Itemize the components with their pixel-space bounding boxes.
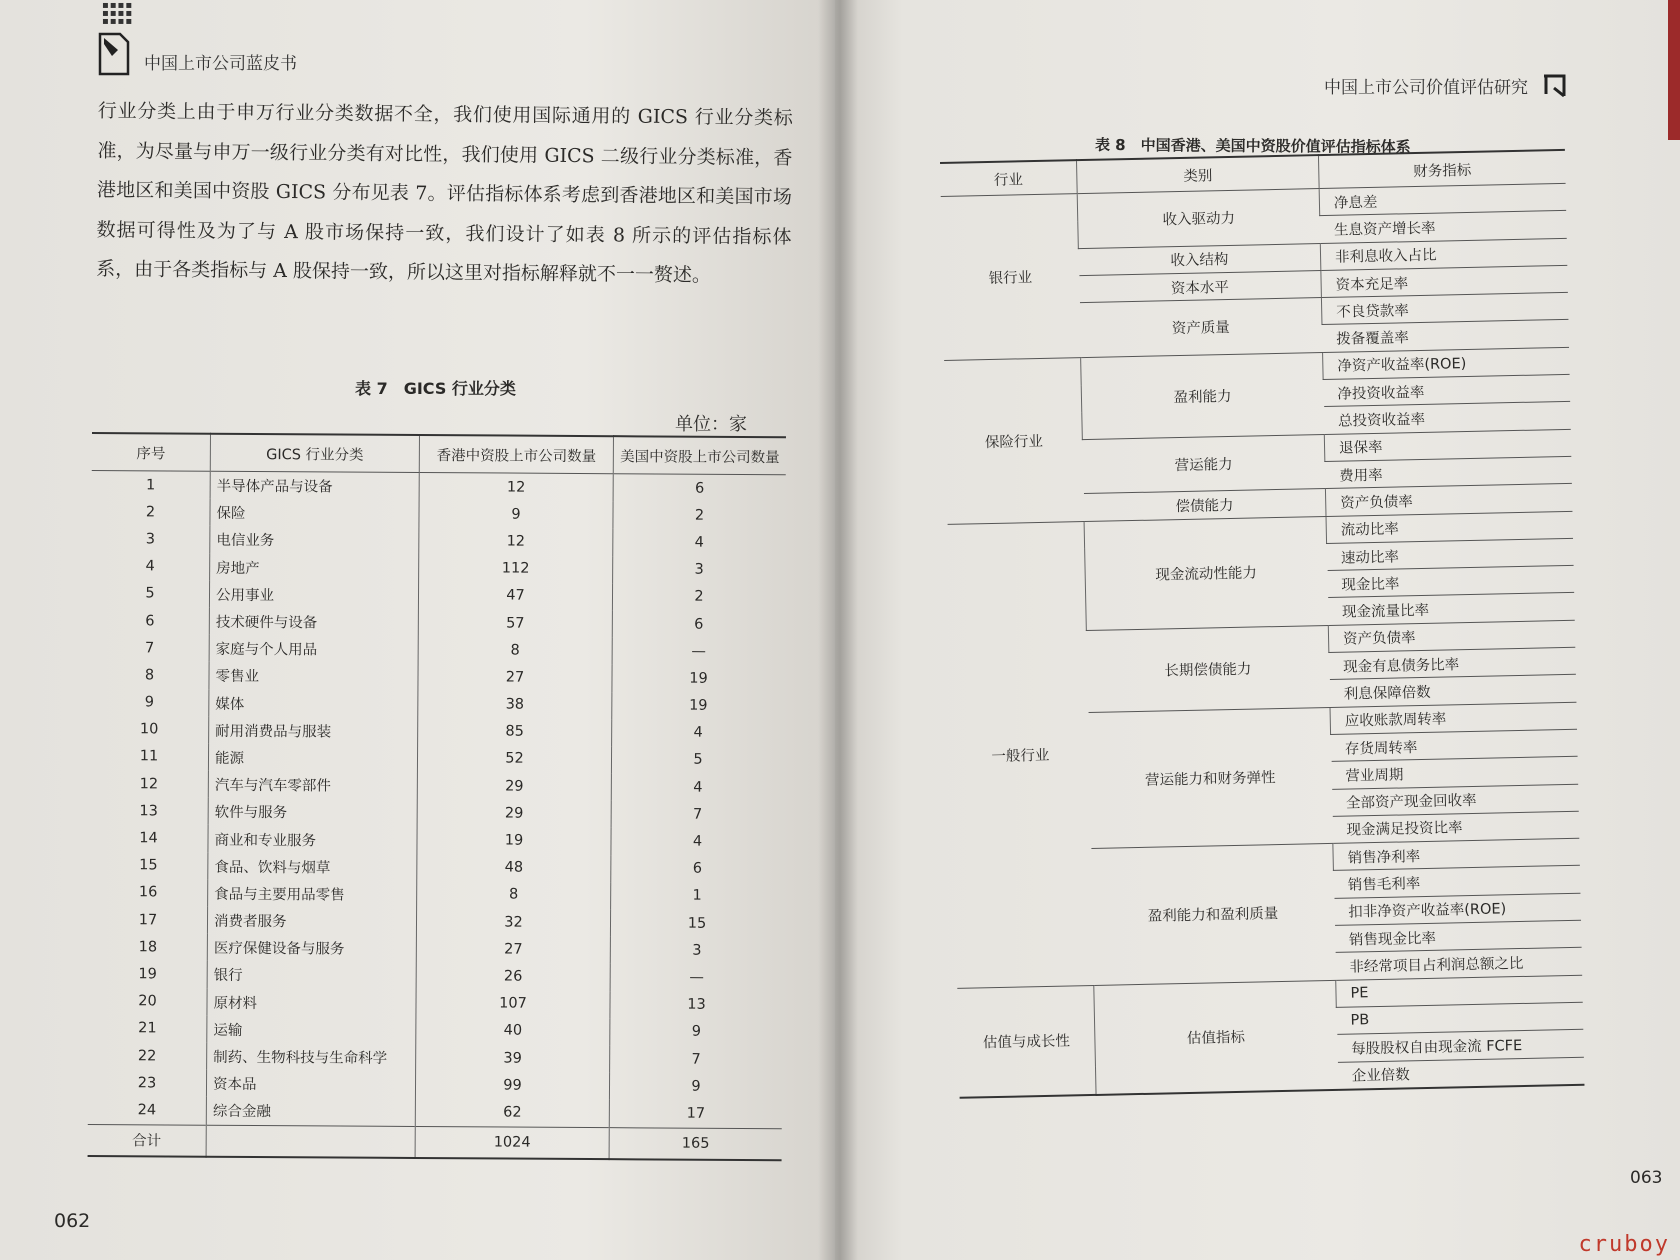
bookmark-icon: ▪▪▪▪ ▪▪▪▪ ▪▪▪▪ bbox=[98, 28, 130, 76]
industry-name: 公用事业 bbox=[209, 580, 418, 608]
us-count: 1 bbox=[611, 882, 784, 910]
total-cell: 165 bbox=[609, 1127, 782, 1160]
row-number: 14 bbox=[139, 830, 158, 847]
table-row bbox=[89, 852, 783, 883]
row-number: 21 bbox=[138, 1020, 157, 1037]
row-number: 22 bbox=[137, 1047, 157, 1064]
hk-count: 29 bbox=[417, 772, 611, 800]
hk-count: 27 bbox=[418, 663, 612, 691]
row-number: 15 bbox=[139, 857, 158, 874]
row-number: 8 bbox=[144, 667, 155, 684]
industry-name: 家庭与个人用品 bbox=[209, 635, 418, 663]
category-cell: 资本水平 bbox=[1079, 270, 1322, 302]
table-row bbox=[90, 661, 784, 692]
hk-count: 48 bbox=[417, 854, 611, 882]
hk-count: 26 bbox=[416, 962, 610, 990]
us-count: 4 bbox=[611, 828, 784, 856]
left-header bbox=[98, 0, 297, 76]
table8-header: 财务指标 bbox=[1318, 150, 1565, 189]
industry-name: 食品、饮料与烟草 bbox=[208, 852, 417, 880]
row-number: 4 bbox=[145, 558, 155, 575]
table-row bbox=[88, 1042, 782, 1073]
industry-name: 银行 bbox=[207, 961, 416, 989]
industry-name: 综合金融 bbox=[206, 1097, 415, 1126]
industry-name: 资本品 bbox=[206, 1070, 415, 1098]
right-header bbox=[1324, 70, 1570, 100]
metric-cell: 资产负债率 bbox=[1325, 484, 1572, 516]
us-count: 5 bbox=[611, 746, 784, 774]
category-cell: 估值指标 bbox=[1094, 980, 1338, 1095]
industry-cell: 估值与成长性 bbox=[957, 985, 1096, 1098]
hk-count: 19 bbox=[417, 826, 611, 854]
metric-cell: 现金有息债务比率 bbox=[1329, 647, 1576, 679]
industry-name: 制药、生物科技与生命科学 bbox=[207, 1043, 416, 1071]
table-total-row bbox=[88, 1124, 782, 1160]
metric-cell: 资本充足率 bbox=[1321, 265, 1568, 297]
us-count: 6 bbox=[611, 855, 784, 883]
industry-name: 技术硬件与设备 bbox=[209, 608, 418, 636]
row-number: 1 bbox=[146, 476, 156, 493]
metric-cell: 净资产收益率(ROE) bbox=[1323, 347, 1570, 379]
industry-cell: 保险行业 bbox=[944, 357, 1084, 524]
hk-count: 12 bbox=[419, 472, 613, 501]
table7-header-row bbox=[92, 433, 786, 475]
metric-cell: 资产负债率 bbox=[1328, 620, 1575, 652]
row-number: 11 bbox=[139, 748, 159, 765]
us-count: 2 bbox=[613, 501, 786, 529]
watermark: cruboy bbox=[1578, 1232, 1670, 1257]
hk-count: 29 bbox=[417, 799, 611, 827]
metric-cell: 应收账款周转率 bbox=[1330, 702, 1577, 734]
industry-name: 能源 bbox=[208, 744, 417, 772]
us-count: 2 bbox=[612, 583, 785, 611]
table8 bbox=[940, 149, 1584, 1099]
us-count: 7 bbox=[611, 800, 784, 828]
row-number: 19 bbox=[138, 966, 157, 983]
total-cell bbox=[206, 1125, 415, 1158]
metric-cell: 净投资收益率 bbox=[1323, 374, 1570, 406]
us-count: 7 bbox=[610, 1045, 783, 1073]
table-row bbox=[90, 797, 784, 828]
table-row bbox=[91, 498, 785, 529]
row-number: 16 bbox=[138, 884, 158, 901]
book-gutter-shadow bbox=[818, 0, 858, 1260]
industry-name: 保险 bbox=[210, 499, 419, 527]
row-number: 12 bbox=[139, 775, 159, 793]
industry-name: 房地产 bbox=[210, 553, 419, 581]
row-number: 10 bbox=[139, 721, 159, 738]
us-count: 19 bbox=[612, 664, 785, 692]
metric-cell: 非经常项目占利润总额之比 bbox=[1335, 948, 1582, 980]
table7-header: 序号 bbox=[92, 433, 211, 471]
row-number: 20 bbox=[138, 993, 157, 1010]
right-page-number: 063 bbox=[1630, 1168, 1663, 1188]
table-row bbox=[88, 1015, 782, 1046]
industry-name: 软件与服务 bbox=[208, 798, 417, 826]
industry-cell: 一般行业 bbox=[948, 521, 1094, 988]
table8-caption: 表 8 中国香港、美国中资股价值评估指标体系 bbox=[1094, 135, 1411, 157]
us-count: 4 bbox=[611, 773, 784, 801]
us-count: 9 bbox=[609, 1072, 782, 1100]
us-count: 17 bbox=[609, 1099, 782, 1128]
table7-caption: 表 7 GICS 行业分类 bbox=[355, 379, 516, 398]
table-row bbox=[91, 634, 785, 665]
table7-header: GICS 行业分类 bbox=[210, 434, 419, 473]
metric-cell: 销售现金比率 bbox=[1335, 920, 1582, 952]
metric-cell: 净息差 bbox=[1319, 183, 1566, 215]
hk-count: 32 bbox=[416, 908, 610, 936]
metric-cell: 流动比率 bbox=[1326, 511, 1573, 543]
metric-cell: 生息资产增长率 bbox=[1320, 211, 1567, 243]
table-row bbox=[89, 960, 783, 991]
metric-cell: 销售毛利率 bbox=[1333, 866, 1580, 898]
table-row bbox=[89, 933, 783, 964]
hk-count: 107 bbox=[416, 990, 610, 1018]
category-cell: 收入驱动力 bbox=[1077, 189, 1320, 249]
us-count: — bbox=[610, 964, 783, 992]
metric-cell: 现金流量比率 bbox=[1328, 593, 1575, 625]
metric-cell: 不良贷款率 bbox=[1321, 293, 1568, 325]
us-count: 3 bbox=[610, 936, 783, 964]
category-cell: 盈利能力 bbox=[1081, 352, 1325, 439]
table-row bbox=[90, 688, 784, 719]
row-number: 6 bbox=[145, 612, 155, 629]
us-count: 19 bbox=[612, 692, 785, 720]
metric-cell: 利息保障倍数 bbox=[1329, 675, 1576, 707]
hk-count: 112 bbox=[419, 555, 613, 583]
row-number: 23 bbox=[137, 1075, 157, 1092]
page-edge-ribbon bbox=[1668, 0, 1680, 140]
table-row bbox=[90, 770, 784, 801]
metric-cell: 速动比率 bbox=[1327, 538, 1574, 570]
total-cell: 合计 bbox=[88, 1124, 207, 1156]
row-number: 24 bbox=[137, 1102, 157, 1119]
hk-count: 39 bbox=[416, 1044, 610, 1072]
us-count: 6 bbox=[613, 474, 786, 503]
hk-count: 62 bbox=[415, 1098, 609, 1127]
right-header-title: 中国上市公司价值评估研究 bbox=[1324, 77, 1528, 98]
metric-cell: 费用率 bbox=[1325, 456, 1572, 488]
return-arrow-icon bbox=[1540, 70, 1570, 100]
table-row bbox=[91, 580, 785, 611]
industry-name: 耐用消费品与服装 bbox=[209, 716, 418, 744]
table-row bbox=[88, 988, 782, 1019]
industry-cell: 银行业 bbox=[941, 194, 1081, 361]
industry-name: 食品与主要用品零售 bbox=[208, 880, 417, 908]
row-number: 5 bbox=[145, 585, 155, 602]
us-count: 4 bbox=[613, 529, 786, 557]
metric-cell: 全部资产现金回收率 bbox=[1332, 784, 1579, 816]
row-number: 3 bbox=[145, 531, 156, 548]
metric-cell: PE bbox=[1336, 975, 1583, 1007]
metric-cell: 销售净利率 bbox=[1333, 838, 1580, 870]
category-cell: 资产质量 bbox=[1079, 298, 1322, 358]
row-number: 17 bbox=[138, 911, 158, 929]
category-cell: 营运能力和财务弹性 bbox=[1088, 707, 1333, 849]
total-cell: 1024 bbox=[415, 1126, 609, 1159]
industry-name: 商业和专业服务 bbox=[208, 825, 417, 853]
table-row bbox=[91, 525, 785, 556]
us-count: 13 bbox=[610, 991, 783, 1019]
industry-name: 半导体产品与设备 bbox=[210, 471, 419, 500]
hk-count: 57 bbox=[418, 609, 612, 637]
metric-cell: 拨备覆盖率 bbox=[1322, 320, 1569, 352]
metric-cell: 非利息收入占比 bbox=[1320, 238, 1567, 270]
hk-count: 27 bbox=[416, 935, 610, 963]
table-row bbox=[92, 470, 786, 502]
metric-cell: 企业倍数 bbox=[1337, 1057, 1584, 1090]
hk-count: 38 bbox=[418, 690, 612, 718]
hk-count: 99 bbox=[415, 1071, 609, 1099]
table7-header: 香港中资股上市公司数量 bbox=[419, 435, 613, 474]
industry-name: 原材料 bbox=[207, 988, 416, 1016]
category-cell: 营运能力 bbox=[1082, 434, 1325, 494]
row-number: 9 bbox=[144, 694, 155, 711]
table-row bbox=[89, 879, 783, 910]
metric-cell: 存货周转率 bbox=[1331, 729, 1578, 761]
metric-cell: 退保率 bbox=[1324, 429, 1571, 461]
left-page bbox=[0, 0, 835, 1260]
us-count: — bbox=[612, 637, 785, 665]
us-count: 9 bbox=[610, 1018, 783, 1046]
metric-cell: 营业周期 bbox=[1331, 757, 1578, 789]
industry-name: 汽车与汽车零部件 bbox=[208, 771, 417, 799]
category-cell: 现金流动性能力 bbox=[1084, 516, 1328, 630]
table-row bbox=[89, 824, 783, 855]
metric-cell: 每股股权自由现金流 FCFE bbox=[1337, 1029, 1584, 1061]
table7-unit: 单位：家 bbox=[675, 414, 747, 435]
row-number: 7 bbox=[145, 640, 155, 657]
industry-name: 医疗保健设备与服务 bbox=[207, 934, 416, 962]
category-cell: 盈利能力和盈利质量 bbox=[1091, 844, 1336, 986]
hk-count: 47 bbox=[418, 582, 612, 610]
left-header-title: 中国上市公司蓝皮书 bbox=[144, 53, 297, 74]
hk-count: 52 bbox=[417, 745, 611, 773]
hk-count: 8 bbox=[417, 881, 611, 909]
industry-name: 零售业 bbox=[209, 662, 418, 690]
category-cell: 偿债能力 bbox=[1083, 489, 1326, 521]
industry-name: 运输 bbox=[207, 1015, 416, 1043]
row-number: 18 bbox=[138, 939, 158, 956]
table7-header: 美国中资股上市公司数量 bbox=[613, 436, 786, 475]
table-row bbox=[88, 1069, 782, 1100]
us-count: 15 bbox=[610, 909, 783, 937]
metric-cell: 现金满足投资比率 bbox=[1332, 811, 1579, 843]
category-cell: 长期偿债能力 bbox=[1086, 625, 1330, 712]
table-row bbox=[91, 607, 785, 638]
metric-cell: 扣非净资产收益率(ROE) bbox=[1334, 893, 1581, 925]
hk-count: 40 bbox=[416, 1017, 610, 1045]
table-row bbox=[88, 1096, 782, 1128]
table8-header: 类别 bbox=[1076, 155, 1319, 194]
us-count: 4 bbox=[612, 719, 785, 747]
table-row bbox=[90, 716, 784, 747]
table-row bbox=[90, 743, 784, 774]
table8-header: 行业 bbox=[940, 160, 1077, 196]
row-number: 2 bbox=[145, 504, 156, 521]
table7 bbox=[88, 432, 786, 1161]
left-page-number: 062 bbox=[54, 1210, 91, 1232]
table-row bbox=[91, 553, 785, 584]
hk-count: 8 bbox=[418, 636, 612, 664]
metric-cell: 现金比率 bbox=[1327, 565, 1574, 597]
hk-count: 85 bbox=[418, 718, 612, 746]
hk-count: 12 bbox=[419, 527, 613, 555]
us-count: 6 bbox=[612, 610, 785, 638]
metric-cell: PB bbox=[1336, 1002, 1583, 1034]
metric-cell: 总投资收益率 bbox=[1324, 402, 1571, 434]
us-count: 3 bbox=[613, 556, 786, 584]
hk-count: 9 bbox=[419, 500, 613, 528]
category-cell: 收入结构 bbox=[1078, 243, 1321, 275]
industry-name: 消费者服务 bbox=[207, 907, 416, 935]
body-paragraph: 行业分类上由于申万行业分类数据不全，我们使用国际通用的 GICS 行业分类标准，为尽量与申万一级行业分类有对比性，我们使用 GICS 二级行业分类标准，香港地区和美国中资股 GICS 分布见表 7。评估指标体系考虑到香港地区和美国市场数据可得性及为了与 A 股市场保持一致，我们设计了如表 8 所示的评估指标体系，由于各类指标与 A 股保持一致，所以这里对指标解释就不一一赘述。 bbox=[96, 99, 793, 287]
industry-name: 媒体 bbox=[209, 689, 418, 717]
industry-name: 电信业务 bbox=[210, 526, 419, 554]
table-row bbox=[89, 906, 783, 937]
row-number: 13 bbox=[139, 803, 158, 820]
